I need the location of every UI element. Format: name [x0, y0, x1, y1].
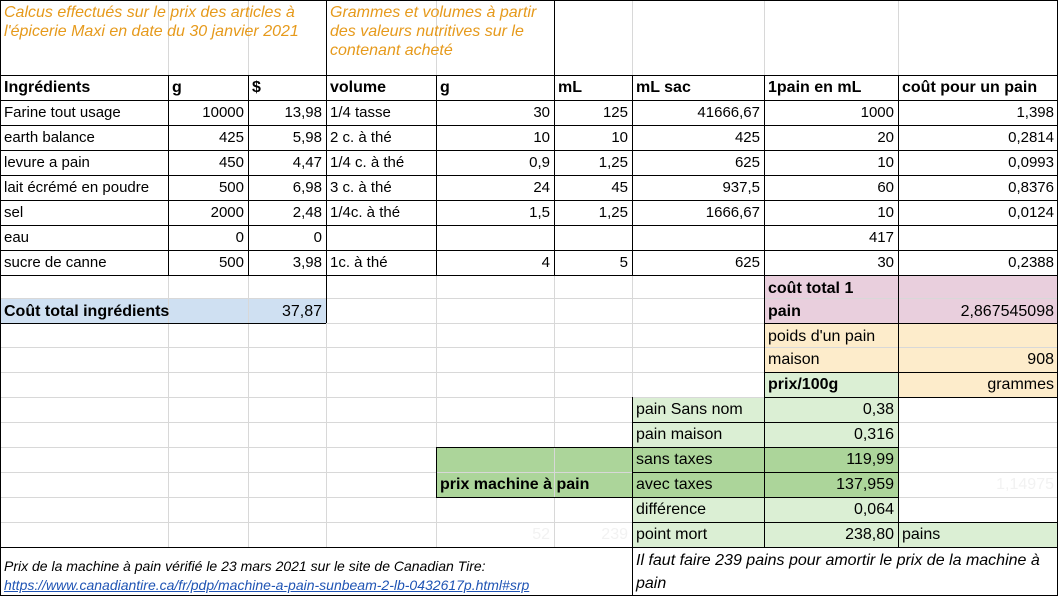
cell-ml-sac[interactable]: 625 [734, 254, 760, 271]
avec-taxes-value[interactable]: 137,959 [836, 476, 894, 493]
cell-g[interactable]: 500 [218, 254, 244, 271]
cell-g[interactable]: 0 [235, 229, 244, 246]
avec-taxes-label[interactable]: avec taxes [636, 476, 713, 493]
cell-ml-sac[interactable]: 625 [734, 154, 760, 171]
cell-g2[interactable]: 10 [533, 129, 550, 146]
col-g2[interactable]: g [440, 79, 450, 96]
sans-taxes-value[interactable]: 119,99 [846, 451, 894, 468]
col-cost-per-loaf[interactable]: coût pour un pain [902, 79, 1038, 96]
machine-label[interactable]: prix machine à pain [440, 476, 590, 493]
cell-1pain-ml[interactable]: 30 [877, 254, 894, 271]
total-label[interactable]: Coût total ingrédients [4, 303, 170, 320]
cell-1pain-ml[interactable]: 10 [877, 154, 894, 171]
cell-ml-sac[interactable]: 1666,67 [705, 204, 760, 221]
cell-cost[interactable] [898, 225, 1058, 250]
cell-ml[interactable] [554, 225, 632, 250]
col-volume[interactable]: volume [330, 79, 387, 96]
cell-cost[interactable]: 0,2814 [1008, 129, 1054, 146]
cell-ml-sac[interactable] [632, 225, 764, 250]
cost1-value[interactable]: 2,867545098 [960, 303, 1054, 320]
cell-ml[interactable]: 1,25 [598, 154, 628, 171]
cell-1pain-ml[interactable]: 20 [877, 129, 894, 146]
cell-price[interactable]: 5,98 [292, 129, 322, 146]
cell-volume[interactable]: 1/4 tasse [330, 104, 391, 121]
cell-ml-sac[interactable]: 937,5 [722, 179, 760, 196]
ghost-ratio[interactable]: 1,14975 [996, 476, 1054, 493]
cell-g[interactable]: 500 [218, 179, 244, 196]
cell-price[interactable]: 2,48 [292, 204, 322, 221]
sans-nom-value[interactable]: 0,38 [862, 401, 894, 418]
cell-price[interactable]: 3,98 [292, 254, 322, 271]
weight-unit[interactable]: grammes [987, 376, 1054, 393]
cell-price[interactable]: 4,47 [292, 154, 322, 171]
cell-ingredient[interactable]: lait écrémé en poudre [4, 179, 150, 196]
header-note-prices: Calcus effectués sur le prix des articles à l'épicerie Maxi en date du 30 janvier 2021 [4, 4, 299, 40]
point-mort-value[interactable]: 238,80 [845, 526, 894, 543]
cell-volume[interactable] [326, 225, 436, 250]
cell-1pain-ml[interactable]: 1000 [860, 104, 894, 121]
cell-ingredient[interactable]: earth balance [4, 129, 95, 146]
diff-label[interactable]: différence [636, 501, 706, 518]
cell-ml[interactable]: 125 [602, 104, 628, 121]
cell-1pain-ml[interactable]: 417 [868, 229, 894, 246]
cell-cost[interactable]: 0,8376 [1008, 179, 1054, 196]
cell-volume[interactable]: 1c. à thé [330, 254, 388, 271]
maison-value[interactable]: 0,316 [853, 426, 894, 443]
maison-label[interactable]: pain maison [636, 426, 723, 443]
ghost-52[interactable]: 52 [532, 526, 550, 543]
cost1-label[interactable]: coût total 1 pain [768, 280, 854, 320]
cell-g[interactable]: 10000 [202, 104, 244, 121]
sans-taxes-label[interactable]: sans taxes [636, 451, 713, 468]
cell-cost[interactable]: 0,0124 [1008, 204, 1054, 221]
cell-g2[interactable] [436, 225, 554, 250]
header-note-volumes: Grammes et volumes à partir des valeurs nutritives sur le contenant acheté [330, 4, 537, 59]
cell-ingredient[interactable]: Farine tout usage [4, 104, 121, 121]
ghost-239[interactable]: 239 [601, 526, 628, 543]
cell-g2[interactable]: 0,9 [529, 154, 550, 171]
diff-value[interactable]: 0,064 [853, 501, 894, 518]
canadian-tire-link[interactable]: https://www.canadiantire.ca/fr/pdp/machine-a-pain-sunbeam-2-lb-0432617p.html#srp [4, 577, 530, 593]
col-ingredients[interactable]: Ingrédients [4, 79, 91, 96]
cell-g[interactable]: 450 [218, 154, 244, 171]
cell-1pain-ml[interactable]: 60 [877, 179, 894, 196]
col-ml-sac[interactable]: mL sac [636, 79, 691, 96]
cell-ml-sac[interactable]: 425 [734, 129, 760, 146]
cell-g[interactable]: 425 [218, 129, 244, 146]
cell-g[interactable]: 2000 [210, 204, 244, 221]
col-g[interactable]: g [172, 79, 182, 96]
cell-1pain-ml[interactable]: 10 [877, 204, 894, 221]
sans-nom-label[interactable]: pain Sans nom [636, 401, 743, 418]
cell-g2[interactable]: 30 [533, 104, 550, 121]
cell-ml[interactable]: 45 [611, 179, 628, 196]
cell-g2[interactable]: 1,5 [529, 204, 550, 221]
cell-price[interactable]: 0 [313, 229, 322, 246]
point-mort-unit[interactable]: pains [902, 526, 941, 543]
cell-ingredient[interactable]: sucre de canne [4, 254, 107, 271]
cell-ingredient[interactable]: levure a pain [4, 154, 90, 171]
cell-volume[interactable]: 3 c. à thé [330, 179, 392, 196]
point-mort-label[interactable]: point mort [636, 526, 708, 543]
verified-note[interactable]: Prix de la machine à pain vérifié le 23 mars 2021 sur le site de Canadian Tire: [4, 558, 486, 574]
cell-ml[interactable]: 10 [611, 129, 628, 146]
cell-cost[interactable]: 0,0993 [1008, 154, 1054, 171]
total-value[interactable]: 37,87 [281, 303, 322, 320]
price100-label[interactable]: prix/100g [768, 376, 839, 393]
col-1pain-ml[interactable]: 1pain en mL [768, 79, 862, 96]
cell-price[interactable]: 6,98 [292, 179, 322, 196]
cell-volume[interactable]: 1/4 c. à thé [330, 154, 405, 171]
cell-volume[interactable]: 2 c. à thé [330, 129, 392, 146]
cell-cost[interactable]: 1,398 [1016, 104, 1054, 121]
col-price[interactable]: $ [252, 79, 261, 96]
cell-g2[interactable]: 4 [541, 254, 550, 271]
cell-ml-sac[interactable]: 41666,67 [697, 104, 760, 121]
weight-value[interactable]: 908 [1027, 351, 1054, 368]
cell-ingredient[interactable]: sel [4, 204, 24, 221]
cell-ml[interactable]: 5 [619, 254, 628, 271]
col-ml[interactable]: mL [558, 79, 582, 96]
cell-price[interactable]: 13,98 [284, 104, 322, 121]
cell-ml[interactable]: 1,25 [598, 204, 628, 221]
weight-label[interactable]: poids d'un pain maison [768, 328, 876, 368]
cell-cost[interactable]: 0,2388 [1008, 254, 1054, 271]
cell-volume[interactable]: 1/4c. à thé [330, 204, 401, 221]
conclusion-note[interactable]: Il faut faire 239 pains pour amortir le prix de la machine à pain [636, 552, 1040, 592]
cell-g2[interactable]: 24 [533, 179, 550, 196]
cell-ingredient[interactable]: eau [4, 229, 30, 246]
